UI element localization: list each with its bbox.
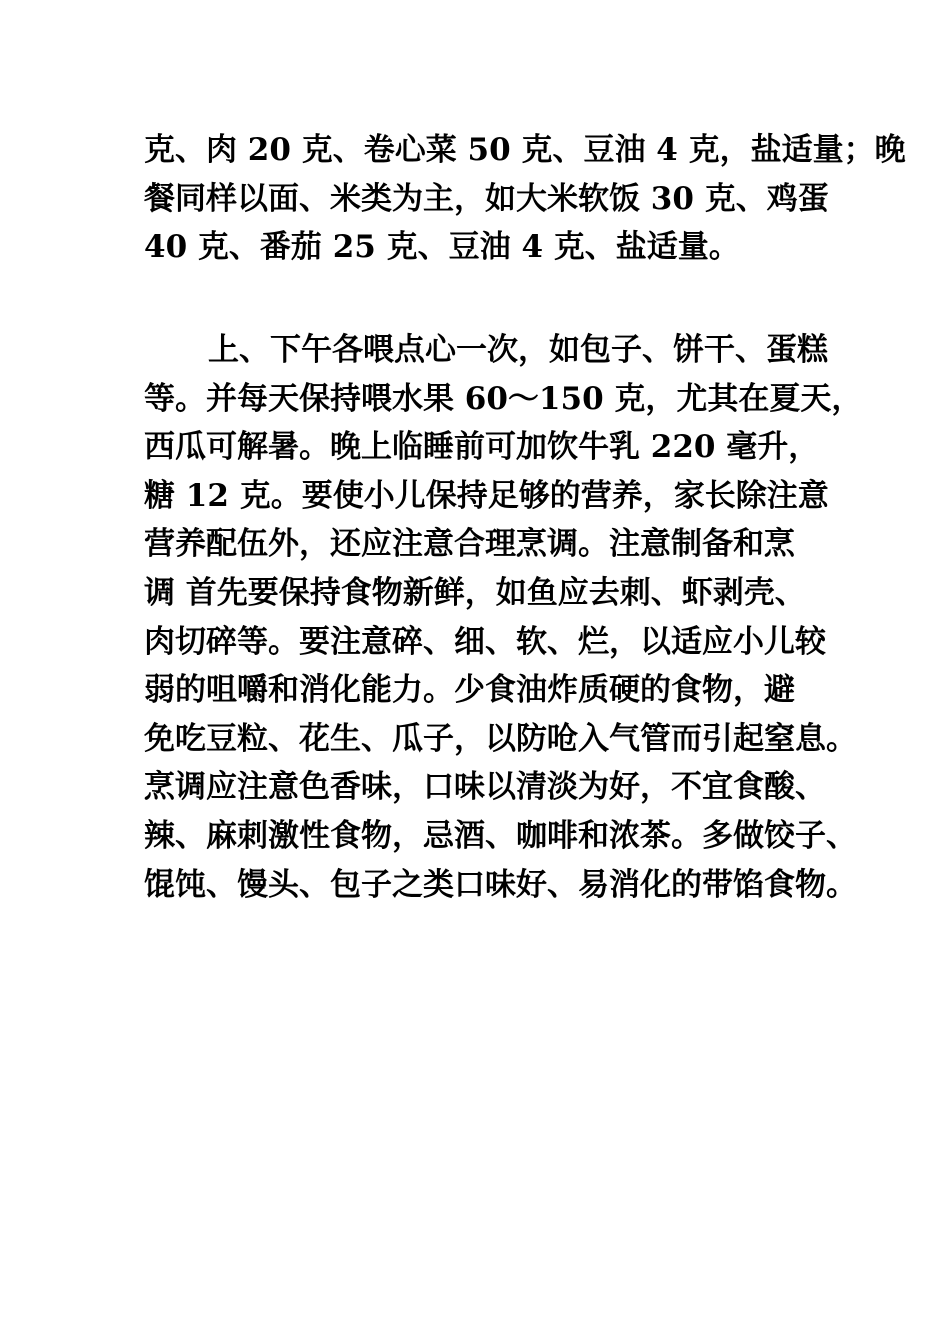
text-line: 馄饨、馒头、包子之类口味好、易消化的带馅食物。 xyxy=(144,866,857,903)
text-line: 辣、麻刺激性食物，忌酒、咖啡和浓茶。多做饺子、 xyxy=(144,817,857,854)
text-line: 肉切碎等。要注意碎、细、软、烂，以适应小儿较 xyxy=(144,623,826,660)
text-line: 弱的咀嚼和消化能力。少食油炸质硬的食物，避 xyxy=(144,672,795,709)
text-line: 西瓜可解暑。晚上临睡前可加饮牛乳 220 毫升， xyxy=(144,429,820,466)
text-line: 调 首先要保持食物新鲜，如鱼应去刺、虾剥壳、 xyxy=(144,574,806,611)
text-line: 糖 12 克。要使小儿保持足够的营养，家长除注意 xyxy=(144,477,829,514)
text-line: 烹调应注意色香味，口味以清淡为好，不宜食酸、 xyxy=(144,769,826,806)
text-line: 克、肉 20 克、卷心菜 50 克、豆油 4 克，盐适量；晚 xyxy=(144,132,906,168)
text-line: 餐同样以面、米类为主，如大米软饭 30 克、鸡蛋 xyxy=(144,180,829,217)
paragraph-1 xyxy=(144,126,906,272)
text-line: 40 克、番茄 25 克、豆油 4 克、盐适量。 xyxy=(144,229,740,266)
paragraph-2 xyxy=(144,326,863,909)
text-line: 营养配伍外，还应注意合理烹调。注意制备和烹 xyxy=(144,526,795,563)
text-line-indented: 上、下午各喂点心一次，如包子、饼干、蛋糕 xyxy=(208,332,828,368)
text-line: 等。并每天保持喂水果 60～150 克，尤其在夏天， xyxy=(144,380,863,417)
text-line: 免吃豆粒、花生、瓜子，以防呛入气管而引起窒息。 xyxy=(144,720,857,757)
